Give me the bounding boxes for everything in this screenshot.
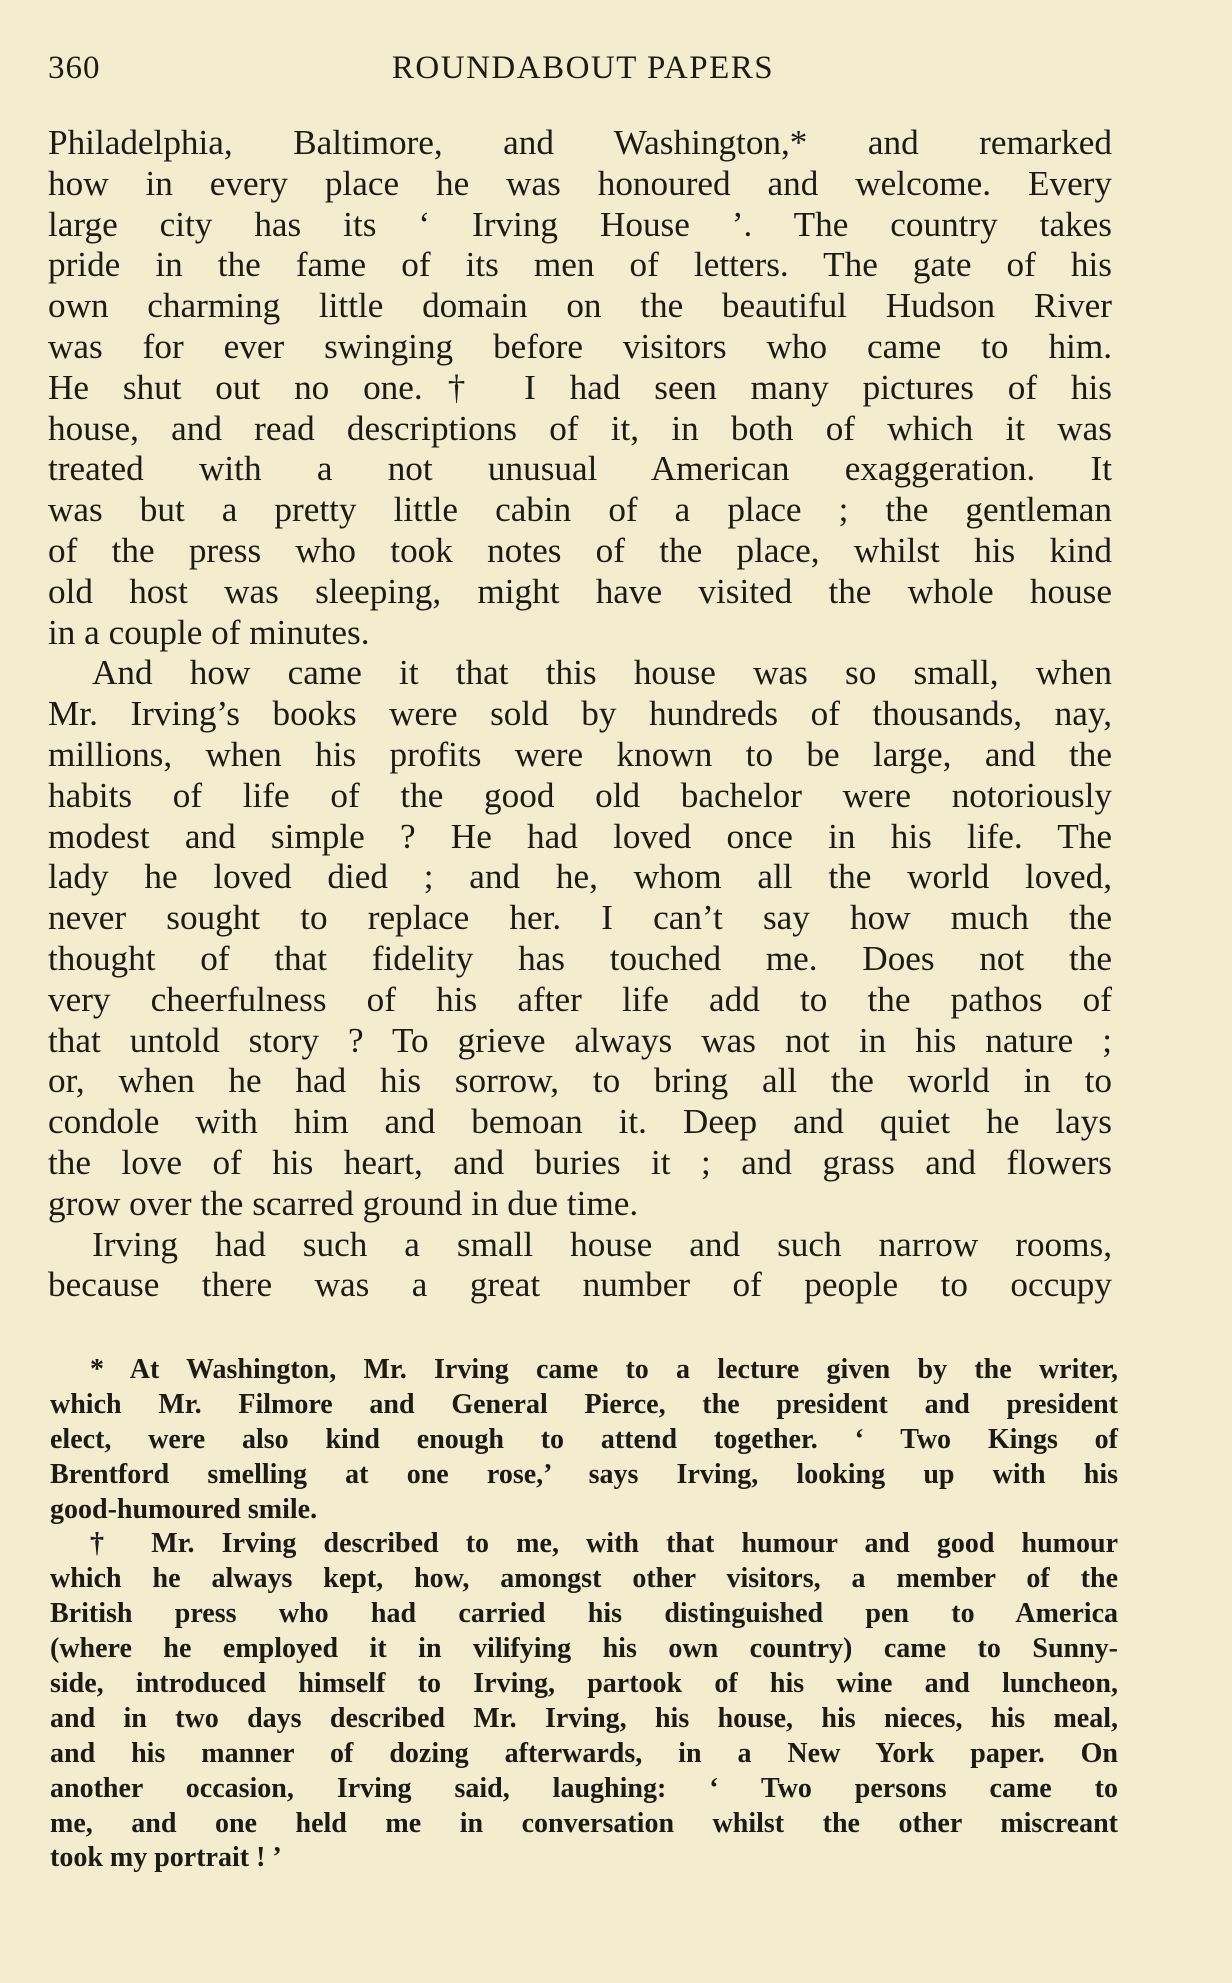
body-line: habits of life of the good old bachelor were notoriously [48, 775, 1112, 815]
footnote-line: me, and one held me in conversation whilst the other miscreant [50, 1807, 1118, 1839]
footnote-line: British press who had carried his distinguished pen to America [50, 1598, 1118, 1630]
body-line: lady he loved died ; and he, whom all the world loved, [48, 857, 1112, 897]
footnote-line: and in two days described Mr. Irving, his house, his nieces, his meal, [50, 1702, 1118, 1734]
body-line: condole with him and bemoan it. Deep and quiet he lays [48, 1102, 1112, 1142]
body-line: large city has its ‘ Irving House ’. The country takes [48, 204, 1112, 244]
body-line: Mr. Irving’s books were sold by hundreds of thousands, nay, [48, 694, 1112, 734]
body-line: treated with a not unusual American exaggeration. It [48, 449, 1112, 489]
body-line: of the press who took notes of the place, whilst his kind [48, 530, 1112, 570]
body-line: pride in the fame of its men of letters. The gate of his [48, 245, 1112, 285]
body-line: own charming little domain on the beautiful Hudson River [48, 286, 1112, 326]
body-line: Philadelphia, Baltimore, and Washington,* and remarked [48, 123, 1112, 162]
footnote-line: * At Washington, Mr. Irving came to a lecture given by the writer, [90, 1354, 1118, 1385]
body-text [48, 123, 1112, 1306]
body-line: that untold story ? To grieve always was not in his nature ; [48, 1020, 1112, 1060]
footnote-line: which Mr. Filmore and General Pierce, the president and president [50, 1388, 1118, 1420]
body-line: house, and read descriptions of it, in both of which it was [48, 408, 1112, 448]
footnote-line: † Mr. Irving described to me, with that humour and good humour [90, 1528, 1118, 1560]
footnote-line: another occasion, Irving said, laughing: ‘ Two persons came to [50, 1772, 1118, 1804]
body-line: grow over the scarred ground in due time. [48, 1183, 639, 1223]
footnote-line: and his manner of dozing afterwards, in a New York paper. On [50, 1737, 1118, 1769]
body-line: old host was sleeping, might have visited the whole house [48, 571, 1112, 611]
body-line: was but a pretty little cabin of a place ; the gentleman [48, 490, 1112, 530]
body-line: thought of that fidelity has touched me. Does not the [48, 938, 1112, 978]
page-header [48, 50, 1118, 90]
footnote-line: took my portrait ! ’ [50, 1842, 282, 1874]
footnote-line: side, introduced himself to Irving, partook of his wine and luncheon, [50, 1668, 1118, 1700]
body-line: very cheerfulness of his after life add to the pathos of [48, 979, 1112, 1019]
body-line: was for ever swinging before visitors who came to him. [48, 326, 1112, 366]
body-line: He shut out no one.† I had seen many pictures of his [48, 367, 1112, 407]
running-head: ROUNDABOUT PAPERS [391, 50, 775, 86]
page-number: 360 [48, 50, 101, 86]
footnote-line: which he always kept, how, amongst other visitors, a member of the [50, 1563, 1118, 1595]
footnote-line: Brentford smelling at one rose,’ says Irving, looking up with his [50, 1458, 1118, 1490]
footnote-line: (where he employed it in vilifying his own country) came to Sunny- [50, 1633, 1118, 1665]
footnotes [50, 1353, 1118, 1876]
body-line: And how came it that this house was so small, when [92, 653, 1112, 693]
body-line: Irving had such a small house and such narrow rooms, [92, 1224, 1112, 1264]
footnote-line: good-humoured smile. [50, 1493, 318, 1525]
body-line: the love of his heart, and buries it ; and grass and flowers [48, 1142, 1112, 1182]
footnote-line: elect, were also kind enough to attend together. ‘ Two Kings of [50, 1423, 1118, 1455]
body-line: millions, when his profits were known to be large, and the [48, 734, 1112, 774]
body-line: in a couple of minutes. [48, 612, 370, 652]
body-line: modest and simple ? He had loved once in his life. The [48, 816, 1112, 856]
body-line: how in every place he was honoured and welcome. Every [48, 163, 1112, 203]
body-line: never sought to replace her. I can’t say how much the [48, 898, 1112, 938]
body-line: because there was a great number of people to occupy [48, 1265, 1112, 1305]
body-line: or, when he had his sorrow, to bring all the world in to [48, 1061, 1112, 1101]
